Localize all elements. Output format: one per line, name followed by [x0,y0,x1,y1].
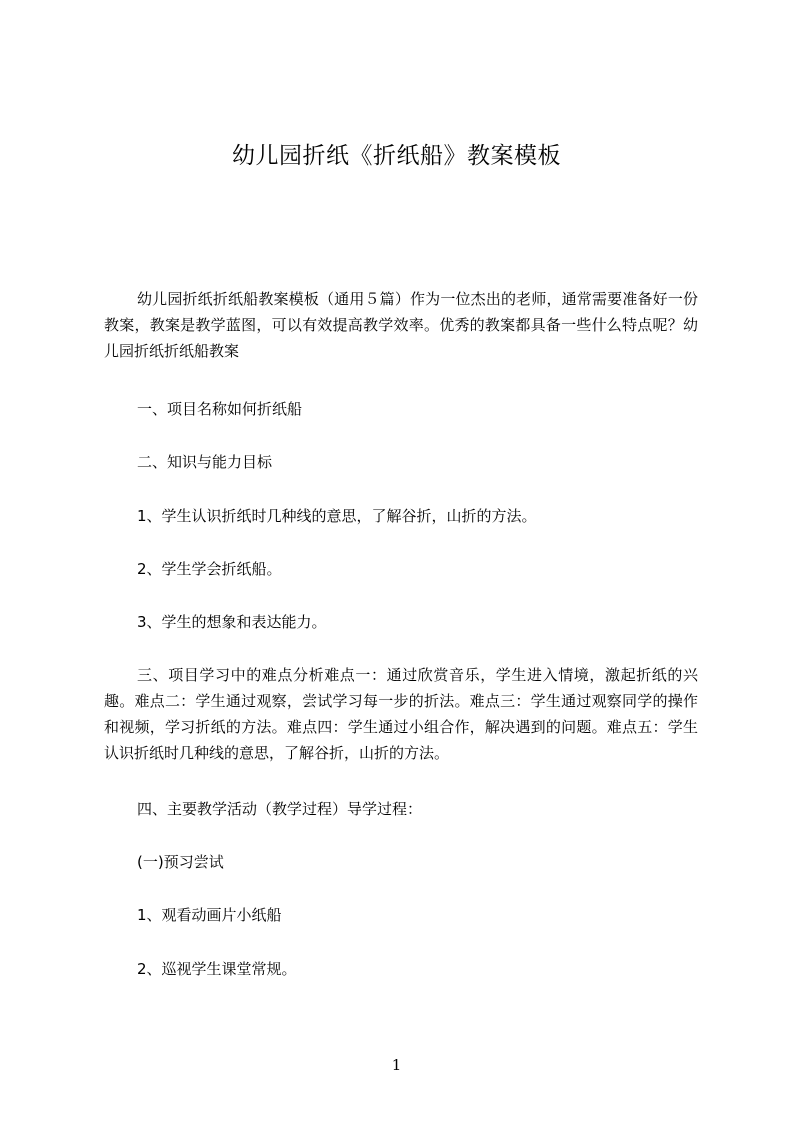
activity-item-1: 1、观看动画片小纸船 [137,906,282,924]
goal-item-2: 2、学生学会折纸船。 [137,560,282,578]
goal-item-3: 3、学生的想象和表达能力。 [137,613,327,631]
difficulty-analysis-paragraph: 三、项目学习中的难点分析难点一：通过欣赏音乐，学生进入情境，激起折纸的兴趣。难点二：学生通过观察，尝试学习每一步的折法。难点三：学生通过观察同学的操作和视频，学习折纸的方法。难点四：学生通过小组合作，解决遇到的问题。难点五：学生认识折纸时几种线的意思，了解谷折，山折的方法。 [104,666,698,762]
intro-paragraph: 幼儿园折纸折纸船教案模板（通用５篇）作为一位杰出的老师，通常需要准备好一份教案，教案是教学蓝图，可以有效提高教学效率。优秀的教案都具备一些什么特点呢？幼儿园折纸折纸船教案 [104,290,698,360]
activity-item-2: 2、巡视学生课堂常规。 [137,960,297,978]
page-number: 1 [391,1056,402,1074]
goal-item-1: 1、学生认识折纸时几种线的意思，了解谷折，山折的方法。 [137,507,537,525]
section-heading-2: 二、知识与能力目标 [137,453,273,471]
section-heading-4: 四、主要教学活动（教学过程）导学过程： [137,800,423,818]
document-title: 幼儿园折纸《折纸船》教案模板 [232,143,561,169]
section-heading-1: 一、项目名称如何折纸船 [137,400,303,418]
subsection-heading: (一)预习尝试 [137,853,224,871]
